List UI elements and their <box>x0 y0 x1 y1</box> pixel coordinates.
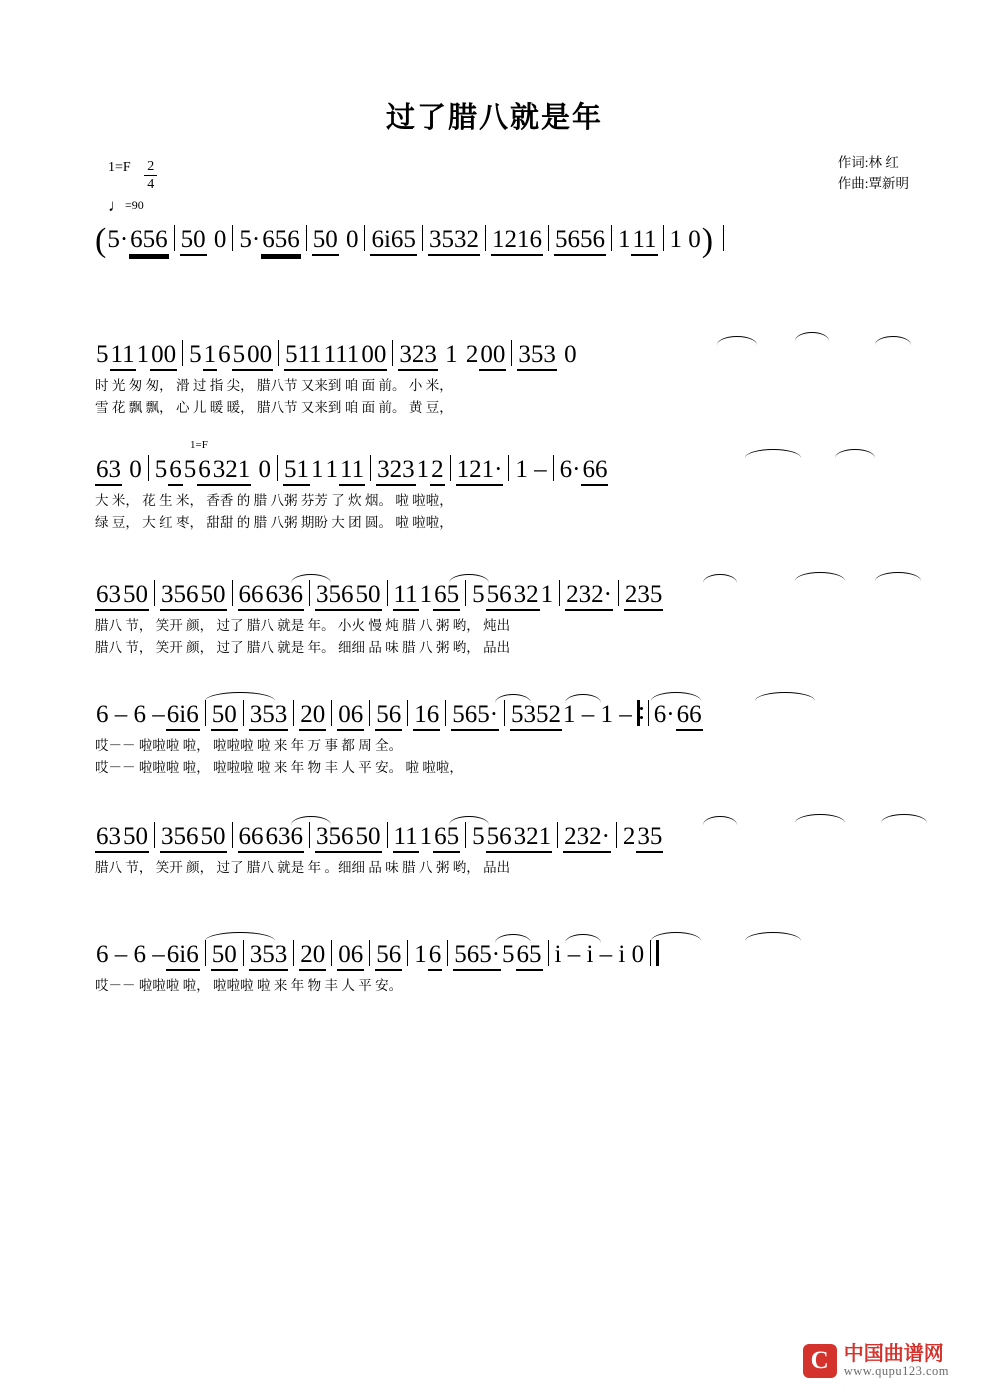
note-group: 5 <box>502 941 515 968</box>
barline <box>387 822 388 848</box>
note-group: 5· <box>239 226 261 253</box>
system-6 <box>95 940 925 996</box>
barline <box>723 225 724 251</box>
lyric-row-1: 大 米， 花 生 米， 香香 的 腊 八粥 芬芳 了 炊 烟。 啦 啦啦， <box>95 493 453 508</box>
note-group: 0 <box>207 226 227 253</box>
note-group: 5 <box>472 823 485 850</box>
note-group: 11 <box>631 226 657 256</box>
note-group: 6 <box>428 941 443 971</box>
barline <box>611 225 612 251</box>
note-group: 321 <box>513 823 553 853</box>
barline <box>277 455 278 481</box>
barline <box>504 700 505 726</box>
lyricist-line: 作词:林 红 <box>837 155 899 170</box>
note-group: 636 <box>265 823 305 853</box>
note-group: 50 <box>355 823 382 853</box>
note-group: 63 <box>95 581 122 611</box>
note-group: 50 <box>211 941 238 971</box>
note-group: 511 <box>284 341 323 371</box>
note-group: 1 <box>311 456 324 483</box>
barline <box>306 225 307 251</box>
note-group: 00 <box>479 341 506 371</box>
note-group: 232· <box>563 823 611 853</box>
notes-row <box>95 580 925 614</box>
note-group: 636 <box>265 581 305 611</box>
note-group: 356 <box>315 823 355 853</box>
note-group: 6i6 <box>166 941 200 971</box>
note-group: 6i6 <box>166 701 200 731</box>
final-barline <box>650 940 659 966</box>
note-group: 63 <box>95 456 122 486</box>
note-group: 656 <box>261 226 301 256</box>
note-group: 323 <box>376 456 416 486</box>
slur <box>755 692 815 701</box>
note-group: 56 <box>375 701 402 731</box>
system-2 <box>95 439 925 533</box>
note-group: 1216 <box>491 226 543 256</box>
key-signature: 1=F <box>108 160 131 175</box>
note-group: 00 <box>246 341 273 371</box>
note-group: 0 <box>123 456 142 483</box>
slur <box>291 574 331 583</box>
barline <box>232 225 233 251</box>
barline <box>392 340 393 366</box>
note-group: 1 <box>540 581 554 608</box>
slur <box>881 814 927 823</box>
barline <box>465 580 466 606</box>
time-signature-divider <box>144 175 157 176</box>
note-group: 321 <box>212 456 252 486</box>
note-group: 5656 <box>554 226 606 256</box>
note-group: 1 <box>136 341 150 368</box>
note-group: 1 <box>419 823 433 850</box>
barline <box>553 455 554 481</box>
site-watermark <box>803 1344 949 1378</box>
barline <box>232 822 233 848</box>
note-group: i – i – i 0 <box>554 941 645 968</box>
note-group: 50 <box>312 226 339 256</box>
note-group: 1 <box>438 341 458 368</box>
slur <box>745 932 801 941</box>
slur <box>449 816 489 825</box>
barline <box>243 700 244 726</box>
system-1 <box>95 340 925 418</box>
note-group: 6 – 6 – <box>96 701 165 728</box>
note-group: 35 <box>636 823 663 853</box>
barline <box>364 225 365 251</box>
slur <box>565 934 601 943</box>
note-group: 1 <box>416 456 430 483</box>
quarter-note-icon: ♩ <box>108 196 125 215</box>
barline <box>511 340 512 366</box>
notes-row <box>95 822 925 856</box>
note-group: 56 <box>486 581 513 611</box>
slur <box>875 572 921 581</box>
barline <box>559 580 560 606</box>
system-5 <box>95 822 925 878</box>
slur <box>651 932 701 941</box>
tempo-marking <box>108 198 157 213</box>
note-group: 235 <box>624 581 664 611</box>
intro-open-paren: ( <box>95 222 107 259</box>
note-group: 11 <box>339 456 365 486</box>
note-group: 2 <box>459 341 479 368</box>
note-group: 00 <box>150 341 177 371</box>
credits <box>838 152 909 194</box>
note-group: 2 <box>622 823 636 850</box>
time-signature-denominator: 4 <box>147 177 155 192</box>
page-title: 过了腊八就是年 <box>385 102 603 134</box>
note-group: 5352 <box>510 701 562 731</box>
note-group: 50 <box>211 701 238 731</box>
note-group: 66 <box>581 456 608 486</box>
slur <box>495 934 531 943</box>
site-logo-icon: C <box>803 1344 837 1378</box>
slur <box>717 336 757 345</box>
barline <box>154 822 155 848</box>
barline <box>205 700 206 726</box>
slur <box>795 572 845 581</box>
barline <box>616 822 617 848</box>
lyric-row-2: 哎－－ 啦啦啦 啦， 啦啦啦 啦 来 年 物 丰 人 平 安。 啦 啦啦， <box>95 760 463 775</box>
note-group: 323 <box>398 341 438 371</box>
barline <box>174 225 175 251</box>
lyric-row-2: 雪 花 飘 飘， 心 儿 暖 暖， 腊八节 又来到 咱 面 前。 黄 豆， <box>95 400 453 415</box>
note-group: 5 <box>154 456 168 483</box>
slur <box>651 692 701 701</box>
barline <box>182 340 183 366</box>
repeat-barline <box>637 700 649 726</box>
notes-row <box>95 940 925 974</box>
key-and-tempo-block <box>108 160 157 213</box>
note-group: 353 <box>249 701 289 731</box>
note-group: 6 – 6 – <box>96 941 165 968</box>
barline <box>465 822 466 848</box>
note-group: 6 <box>197 456 212 486</box>
slur <box>703 816 737 825</box>
note-group: 232· <box>565 581 613 611</box>
notes-row <box>95 222 925 259</box>
note-group: 63 <box>95 823 122 853</box>
slur <box>703 574 737 583</box>
note-group: 6i65 <box>370 226 416 256</box>
slur <box>565 694 601 703</box>
barline <box>369 700 370 726</box>
barline <box>407 700 408 726</box>
notes-row <box>95 340 925 374</box>
notes-row <box>95 455 925 489</box>
time-signature <box>144 160 157 191</box>
barline <box>450 455 451 481</box>
barline <box>548 940 549 966</box>
note-group: 1 <box>414 941 427 968</box>
note-group: 56 <box>486 823 513 853</box>
note-group: 56 <box>375 941 402 971</box>
note-group: 50 <box>200 581 227 611</box>
slur <box>291 816 331 825</box>
lyric-row-1: 时 光 匆 匆， 滑 过 指 尖， 腊八节 又来到 咱 面 前。 小 米， <box>95 378 453 393</box>
note-group: 6· <box>559 456 581 483</box>
note-group: 06 <box>337 941 364 971</box>
note-group: 20 <box>299 701 326 731</box>
barline <box>618 580 619 606</box>
system-4 <box>95 700 925 778</box>
system-3 <box>95 580 925 658</box>
note-group: 0 <box>252 456 271 483</box>
note-group: 51 <box>283 456 310 486</box>
note-group: 565· <box>451 701 499 731</box>
note-group: 353 <box>517 341 557 371</box>
note-group: 111 <box>323 341 361 371</box>
barline <box>309 822 310 848</box>
slur <box>449 574 489 583</box>
note-group: 00 <box>360 341 387 371</box>
note-group: 1 <box>419 581 433 608</box>
barline <box>407 940 408 966</box>
intro-close-paren: ) <box>701 222 714 259</box>
slur <box>875 336 911 345</box>
barline <box>232 580 233 606</box>
note-group: 1 <box>325 456 338 483</box>
note-group: 6 <box>218 341 231 368</box>
barline <box>331 700 332 726</box>
note-group: 06 <box>337 701 364 731</box>
note-group: 11 <box>393 581 419 611</box>
note-group: 5· <box>107 226 129 253</box>
lyric-row-1: 哎－－ 啦啦啦 啦， 啦啦啦 啦 来 年 物 丰 人 平 安。 <box>95 978 403 993</box>
barline <box>485 225 486 251</box>
barline <box>331 940 332 966</box>
barline <box>293 940 294 966</box>
mid-score-key-change: 1=F <box>190 439 208 451</box>
note-group: 565· <box>453 941 501 971</box>
note-group: 356 <box>315 581 355 611</box>
note-group: 656 <box>129 226 169 256</box>
site-name: 中国曲谱网 <box>843 1342 944 1365</box>
barline <box>663 225 664 251</box>
note-group: 50 <box>122 581 149 611</box>
barline <box>447 940 448 966</box>
note-group: 1 <box>617 226 631 253</box>
barline <box>293 700 294 726</box>
notes-row <box>95 700 925 734</box>
barline <box>369 940 370 966</box>
time-signature-numerator: 2 <box>147 159 155 174</box>
note-group: 50 <box>122 823 149 853</box>
lyric-row-1: 腊八 节， 笑开 颜， 过了 腊八 就是 年。 小火 慢 炖 腊 八 粥 哟， 炖出 <box>95 618 511 633</box>
note-group: 5 <box>189 341 202 368</box>
note-group: 50 <box>200 823 227 853</box>
note-group: 121· <box>456 456 504 486</box>
note-group: 353 <box>249 941 289 971</box>
slur <box>495 694 531 703</box>
note-group: 1 0 <box>669 226 701 253</box>
composer-line: 作曲:覃新明 <box>837 176 909 191</box>
barline <box>370 455 371 481</box>
note-group: 5 <box>472 581 485 608</box>
barline <box>154 580 155 606</box>
note-group: 66 <box>238 581 265 611</box>
note-group: 2 <box>430 456 445 486</box>
barline <box>148 455 149 481</box>
note-group: 11 <box>393 823 419 853</box>
note-group: 1 – <box>515 456 547 483</box>
note-group: 5 <box>232 341 247 371</box>
lyric-row-1: 哎－－ 啦啦啦 啦， 啦啦啦 啦 来 年 万 事 都 周 全。 <box>95 738 403 753</box>
note-group: 6· <box>653 701 675 728</box>
note-group: 3532 <box>428 226 480 256</box>
lyric-row-1: 腊八 节， 笑开 颜， 过了 腊八 就是 年 。细细 品 味 腊 八 粥 哟， 品出 <box>95 860 511 875</box>
barline <box>278 340 279 366</box>
note-group: 1 – 1 – <box>563 701 632 728</box>
slur <box>205 692 275 701</box>
note-group: 6 <box>168 456 183 486</box>
barline <box>243 940 244 966</box>
note-group: 356 <box>160 823 200 853</box>
barline <box>557 822 558 848</box>
note-group: 50 <box>180 226 207 256</box>
note-group: 1 <box>203 341 218 371</box>
note-group: 0 <box>557 341 577 368</box>
lyric-row-2: 绿 豆， 大 红 枣， 甜甜 的 腊 八粥 期盼 大 团 圆。 啦 啦啦， <box>95 515 453 530</box>
barline <box>445 700 446 726</box>
note-group: 66 <box>676 701 703 731</box>
note-group: 65 <box>433 581 460 611</box>
barline <box>548 225 549 251</box>
note-group: 5 <box>183 456 197 483</box>
site-url: www.qupu123.com <box>843 1363 949 1378</box>
note-group: 65 <box>516 941 543 971</box>
slur <box>835 449 875 458</box>
note-group: 50 <box>355 581 382 611</box>
slur <box>745 449 801 458</box>
barline <box>508 455 509 481</box>
lyric-row-2: 腊八 节， 笑开 颜， 过了 腊八 就是 年。 细细 品 味 腊 八 粥 哟， 品出 <box>95 640 511 655</box>
tempo-value: =90 <box>125 198 144 212</box>
system-intro <box>95 222 925 259</box>
slur <box>795 814 845 823</box>
barline <box>387 580 388 606</box>
note-group: 66 <box>238 823 265 853</box>
note-group: 16 <box>413 701 440 731</box>
note-group: 356 <box>160 581 200 611</box>
slur <box>205 932 275 941</box>
slur <box>795 332 829 341</box>
note-group: 65 <box>433 823 460 853</box>
note-group: 5 <box>96 341 109 368</box>
note-group: 0 <box>339 226 359 253</box>
barline <box>309 580 310 606</box>
note-group: 32 <box>513 581 540 611</box>
barline <box>422 225 423 251</box>
note-group: 20 <box>299 941 326 971</box>
note-group: 11 <box>110 341 136 371</box>
barline <box>205 940 206 966</box>
